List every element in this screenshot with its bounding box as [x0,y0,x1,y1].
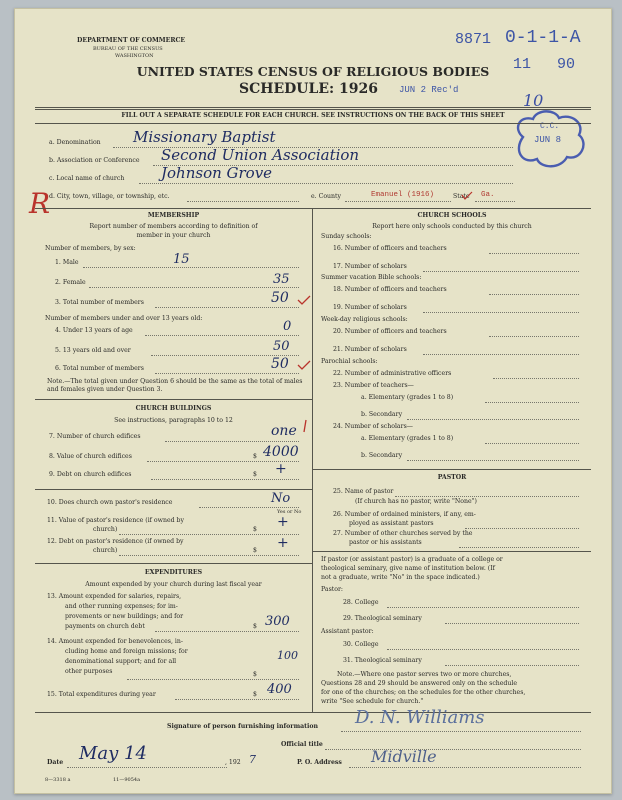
q28-label: 28. College [343,599,379,606]
po-address-label: P. O. Address [297,759,342,766]
q15-dotline [175,699,299,700]
q16-line [489,253,579,254]
seal-text-1: C.C. [540,122,560,131]
print-number: 11—9054a [113,777,141,783]
review-mark-r: R [29,187,51,220]
q20-line [489,336,579,337]
q23a-line [485,402,579,403]
q21-line [423,354,579,355]
bureau-label: BUREAU OF THE CENSUS [93,46,163,52]
membership-note: Note.—The total given under Question 6 should be the same as the total of males and females given under Question 3. [47,378,303,393]
rule-residence [35,489,312,490]
q14-dotline [127,679,299,680]
rule-expenditures [35,563,312,564]
sunday-label: Sunday schools: [321,233,372,240]
q13-line-4: payments on church debt [65,623,145,630]
q27-line [459,547,579,548]
q11-residence-value: + [277,514,289,530]
check-mark-q3 [297,295,311,305]
pastor-note-2: Questions 28 and 29 should be answered only on the schedule [321,680,518,687]
q3-total-value: 50 [271,290,289,306]
schools-heading: CHURCH SCHOOLS [417,212,487,219]
q9-debt-label: 9. Debt on church edifices [49,471,132,478]
po-address-line [349,767,581,768]
county-line [345,201,451,202]
q3-total-label: 3. Total number of members [55,299,144,306]
q12-residence-debt-value: + [277,535,289,551]
received-stamp: JUN 2 Rec'd [399,85,459,95]
q26-line [465,528,579,529]
q24b-label: b. Secondary [361,452,403,459]
q9-debt-value: + [275,461,287,477]
check-mark-county [461,191,473,201]
form-title: UNITED STATES CENSUS OF RELIGIOUS BODIES [136,64,490,79]
q27-label-2: pastor or his assistants [349,539,422,546]
q19-label: 19. Number of scholars [333,304,407,311]
q13-line-3: provements or new buildings; and for [65,613,184,620]
expenditures-sub: Amount expended by your church during last fiscal year [85,581,262,588]
pastor-sub-label: Pastor: [321,586,344,593]
q7-line [165,441,299,442]
pastor-note-3: for one of the churches; on the schedules for the other churches, [321,689,526,696]
q14-value: 100 [277,649,298,662]
q13-line-2: and other running expenses; for im- [65,603,178,610]
rule-top-3 [35,123,591,124]
q6-total-value: 50 [271,356,289,372]
q2-female-label: 2. Female [55,279,86,286]
buildings-heading: CHURCH BUILDINGS [135,405,212,412]
q13-value: 300 [265,614,290,629]
local-name-value: Johnson Grove [161,164,273,182]
weekday-label: Week-day religious schools: [321,316,408,323]
association-value: Second Union Association [161,146,360,164]
q23-label: 23. Number of teachers— [333,382,414,389]
q9-line [151,479,299,480]
assistant-sub-label: Assistant pastor: [321,628,374,635]
q25-label: 25. Name of pastor [333,488,394,495]
column-divider [312,208,313,712]
q1-male-value: 15 [173,252,190,267]
code2-stamp: 11 [513,56,532,73]
members-by-sex-label: Number of members, by sex: [45,245,136,252]
q1-male-label: 1. Male [55,259,79,266]
membership-heading: MEMBERSHIP [147,212,200,219]
q15-total-label: 15. Total expenditures during year [47,691,156,698]
schedule-title: SCHEDULE: 1926 [239,81,379,97]
q12-dollar: $ [253,547,257,554]
q30-label: 30. College [343,641,379,648]
city-line [187,201,299,202]
q4-under13-label: 4. Under 13 years of age [55,327,133,334]
q13-dollar: $ [253,623,257,630]
q22-label: 22. Number of administrative officers [333,370,452,377]
department-label: DEPARTMENT OF COMMERCE [77,37,186,44]
rule-bottom [35,712,591,713]
local-name-line [139,183,513,184]
tick-mark-q7 [301,419,309,433]
q12-label-2: church) [93,547,118,554]
grad-text-3: not a graduate, write "No" in the space indicated.) [321,574,480,581]
q4-line [145,335,299,336]
q15-total-value: 400 [267,682,292,697]
county-value: Emanuel (1916) [371,191,435,199]
q27-label: 27. Number of other churches served by the [333,530,473,537]
q31-label: 31. Theological seminary [343,657,422,664]
q25-note: (If church has no pastor, write "None") [355,498,477,505]
q15-dollar: $ [253,691,257,698]
instruction-text: FILL OUT A SEPARATE SCHEDULE FOR EACH CHURCH. SEE INSTRUCTIONS ON THE BACK OF THIS SHEET [121,112,505,119]
q5-over13-label: 5. 13 years old and over [55,347,131,354]
state-value: Ga. [481,191,495,199]
age-intro-label: Number of members under and over 13 years old: [45,315,203,322]
membership-sub-2: member in your church [136,232,211,239]
q28-line [387,607,579,608]
rule-buildings [35,399,312,400]
q23a-label: a. Elementary (grades 1 to 8) [361,394,454,401]
denomination-value: Missionary Baptist [133,128,276,146]
q11-residence-value-label: 11. Value of pastor's residence (if owned by [47,517,184,524]
date-label: Date [47,759,64,766]
yes-no-hint: Yes or No [277,509,302,515]
q14-dollar: $ [253,671,257,678]
q30-line [387,649,579,650]
q26-label-2: ployed as assistant pastors [349,520,434,527]
code3-stamp: 90 [557,56,576,73]
q12-residence-debt-label: 12. Debt on pastor's residence (if owned by [47,538,184,545]
association-label: b. Association or Conference [49,157,140,164]
membership-sub-1: Report number of members according to definition of [89,223,258,230]
q13-line-1: 13. Amount expended for salaries, repairs, [47,593,182,600]
q11-label-2: church) [93,526,118,533]
q9-dollar: $ [253,471,257,478]
seal-text-2: JUN 8 [534,135,562,145]
official-title-label: Official title [281,741,323,748]
rule-top-1 [35,107,591,108]
q23b-line [407,419,579,420]
q6-total-label: 6. Total number of members [55,365,144,372]
q8-dollar: $ [253,453,257,460]
q17-line [423,271,579,272]
q29-label: 29. Theological seminary [343,615,422,622]
code-stamp: 0-1-1-A [505,28,581,48]
pastor-note-4: write "See schedule for church." [321,698,424,705]
pastor-note-1: Note.—Where one pastor serves two or more churches, [337,671,512,678]
q31-line [445,665,579,666]
ten-mark: 10 [523,91,544,110]
q14-line-1: 14. Amount expended for benevolences, in- [47,638,183,645]
q22-line [493,378,579,379]
official-title-line [325,749,581,750]
q12-line [119,555,299,556]
q17-label: 17. Number of scholars [333,263,407,270]
q10-residence-label: 10. Does church own pastor's residence [47,499,173,506]
q23b-label: b. Secondary [361,411,403,418]
q11-dollar: $ [253,526,257,533]
state-label: State [453,193,470,200]
q6-line [155,373,299,374]
denomination-label: a. Denomination [49,139,101,146]
file-number-stamp: 8871 [455,31,492,48]
q14-line-3: denominational support; and for all [65,658,177,665]
year-prefix: , 192 [225,759,241,766]
buildings-sub: See instructions, paragraphs 10 to 12 [114,417,233,424]
signature-value: D. N. Williams [355,707,485,728]
grad-text-2: theological seminary, give name of institution below. (If [321,565,495,572]
q16-label: 16. Number of officers and teachers [333,245,447,252]
city-label: WASHINGTON [115,53,154,59]
q29-line [445,623,579,624]
q24b-line [407,460,579,461]
expenditures-heading: EXPENDITURES [144,569,203,576]
q18-label: 18. Number of officers and teachers [333,286,447,293]
county-label: e. County [311,193,342,200]
q25-line [395,496,579,497]
q8-value-value: 4000 [263,444,299,460]
check-mark-q6 [297,360,311,370]
pastor-heading: PASTOR [437,474,467,481]
q20-label: 20. Number of officers and teachers [333,328,447,335]
q19-line [423,312,579,313]
signature-label: Signature of person furnishing information [167,723,318,730]
q11-line [119,534,299,535]
q4-under13-value: 0 [283,319,292,334]
city-label-row: d. City, town, village, or township, etc. [49,193,170,200]
q5-over13-value: 50 [273,339,290,354]
rule-top-2 [35,109,591,110]
grad-text-1: If pastor (or assistant pastor) is a graduate of a college or [321,556,503,563]
schools-sub: Report here only schools conducted by this church [372,223,532,230]
q26-label: 26. Number of ordained ministers, if any, em- [333,511,476,518]
q24a-label: a. Elementary (grades 1 to 8) [361,435,454,442]
date-line [67,767,227,768]
q24a-line [485,443,579,444]
q14-line-2: cluding home and foreign missions; for [65,648,188,655]
q3-line [155,307,299,308]
q7-edifices-label: 7. Number of church edifices [49,433,141,440]
rule-pastor [312,469,591,470]
form-number: 8—3318 a [45,777,71,783]
q13-dotline [155,631,299,632]
q10-line [199,507,299,508]
rule-graduate [312,551,591,552]
q1-line [83,267,299,268]
q8-value-label: 8. Value of church edifices [49,453,132,460]
po-address-value: Midville [371,747,437,766]
q2-female-value: 35 [273,272,290,287]
census-schedule-sheet [14,8,612,794]
year-value: 7 [249,753,256,766]
signature-line [341,731,581,732]
date-value: May 14 [79,743,147,764]
vacation-label: Summer vacation Bible schools: [321,274,422,281]
local-name-label: c. Local name of church [49,175,125,182]
q18-line [489,294,579,295]
q21-label: 21. Number of scholars [333,346,407,353]
q24-label: 24. Number of scholars— [333,423,413,430]
state-line [475,201,515,202]
rule-main-top [35,208,591,209]
q2-line [89,287,299,288]
q10-residence-value: No [271,491,291,506]
q7-edifices-value: one [271,423,297,439]
q14-line-4: other purposes [65,668,113,675]
parochial-label: Parochial schools: [321,358,378,365]
